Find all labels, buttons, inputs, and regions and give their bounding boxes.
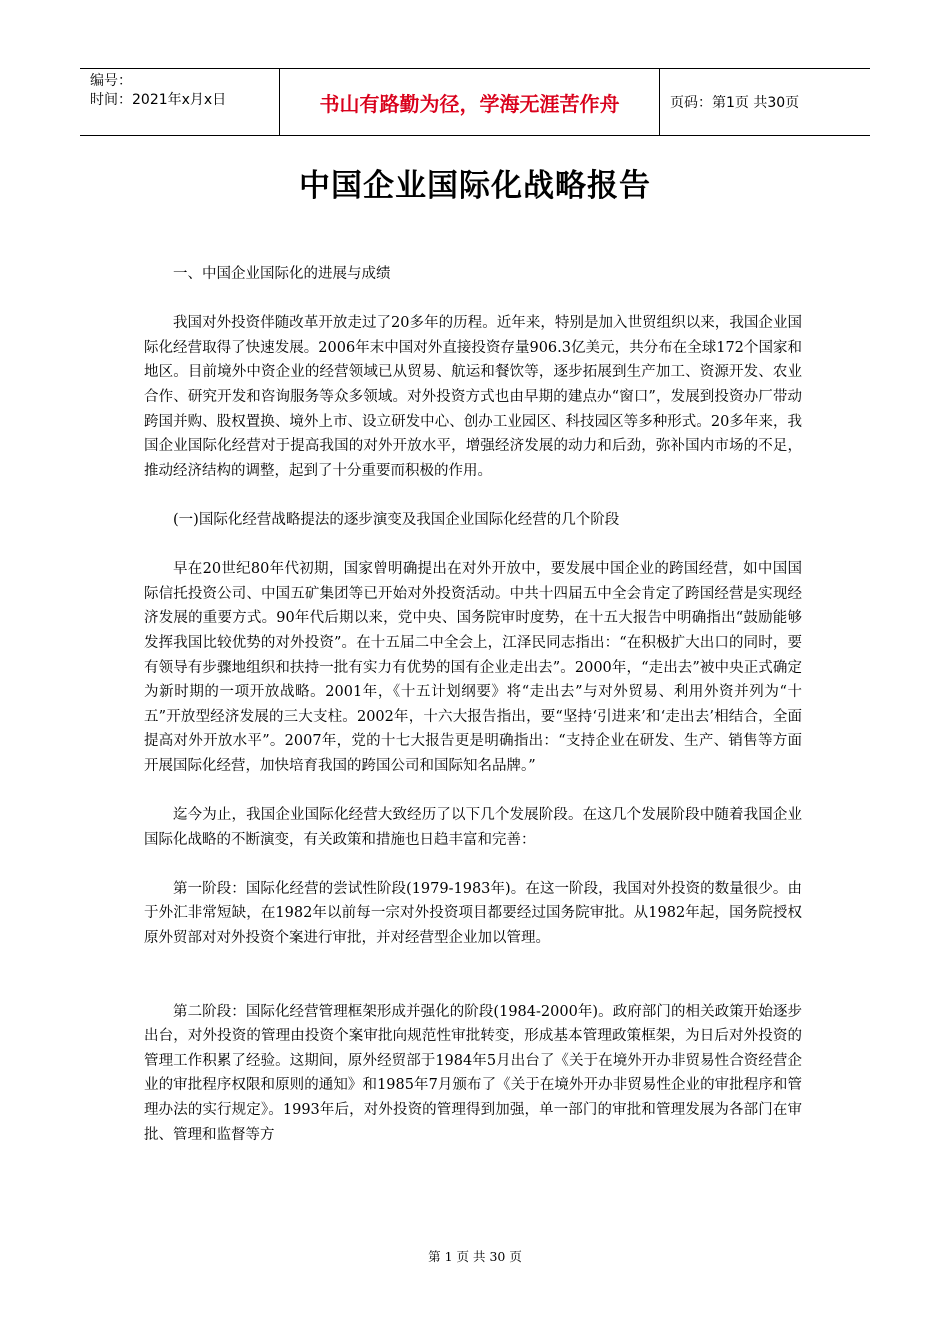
page-header [80,68,870,136]
header-meta [80,69,280,135]
section-heading: 一、中国企业国际化的进展与成绩 [173,266,391,282]
paragraph: 早在20世纪80年代初期，国家曾明确提出在对外开放中，要发展中国企业的跨国经营，如中国国际信托投资公司、中国五矿集团等已开始对外投资活动。中共十四届五中全会肯定了跨国经营是实现经济发展的重要方式。90年代后期以来，党中央、国务院审时度势，在十五大报告中明确指出“鼓励能够发挥我国比较优势的对外投资”。在十五届二中全会上，江泽民同志指出：“在积极扩大出口的同时，要有领导有步骤地组织和扶持一批有实力有优势的国有企业走出去”。2000年，“走出去”被中央正式确定为新时期的一项开放战略。2001年，《十五计划纲要》将“走出去”与对外贸易、利用外资并列为“十五”开放型经济发展的三大支柱。2002年，十六大报告指出，要“坚持‘引进来’和‘走出去’相结合，全面提高对外开放水平”。2007年，党的十七大报告更是明确指出：“支持企业在研发、生产、销售等方面开展国际化经营，加快培育我国的跨国公司和国际知名品牌。” [144,561,802,774]
paragraph: 我国对外投资伴随改革开放走过了20多年的历程。近年来，特别是加入世贸组织以来，我国企业国际化经营取得了快速发展。2006年末中国对外直接投资存量906.3亿美元，共分布在全球172个国家和地区。目前境外中资企业的经营领域已从贸易、航运和餐饮等，逐步拓展到生产加工、资源开发、农业合作、研究开发和咨询服务等众多领域。对外投资方式也由早期的建点办“窗口”，发展到投资办厂带动跨国并购、股权置换、境外上市、设立研发中心、创办工业园区、科技园区等多种形式。20多年来，我国企业国际化经营对于提高我国的对外开放水平，增强经济发展的动力和后劲，弥补国内市场的不足，推动经济结构的调整，起到了十分重要而积极的作用。 [144,315,802,479]
document-number-label: 编号： [90,73,132,89]
paragraph: 迄今为止，我国企业国际化经营大致经历了以下几个发展阶段。在这几个发展阶段中随着我国企业国际化战略的不断演变，有关政策和措施也日趋丰富和完善： [144,807,802,848]
document-title: 中国企业国际化战略报告 [299,168,651,204]
subsection-heading: (一)国际化经营战略提法的逐步演变及我国企业国际化经营的几个阶段 [173,511,620,528]
paragraph: 第一阶段：国际化经营的尝试性阶段(1979-1983年)。在这一阶段，我国对外投资的数量很少。由于外汇非常短缺，在1982年以前每一宗对外投资项目都要经过国务院审批。从1982年起，国务院授权原外贸部对对外投资个案进行审批，并对经营型企业加以管理。 [144,880,802,947]
page-footer: 第 1 页 共 30 页 [428,1249,522,1264]
header-motto: 书山有路勤为径，学海无涯苦作舟 [280,69,660,135]
header-page-info: 页码：第1页 共30页 [670,95,800,111]
document-body [144,262,802,1147]
paragraph: 第二阶段：国际化经营管理框架形成并强化的阶段(1984-2000年)。政府部门的相关政策开始逐步出台，对外投资的管理由投资个案审批向规范性审批转变，形成基本管理政策框架，为日后对外投资的管理工作积累了经验。这期间，原外经贸部于1984年5月出台了《关于在境外开办非贸易性合资经营企业的审批程序权限和原则的通知》和1985年7月颁布了《关于在境外开办非贸易性企业的审批程序和管理办法的实行规定》。1993年后，对外投资的管理得到加强，单一部门的审批和管理发展为各部门在审批、管理和监督等方 [144,1003,802,1143]
document-date-label: 时间：2021年x月x日 [90,92,227,108]
